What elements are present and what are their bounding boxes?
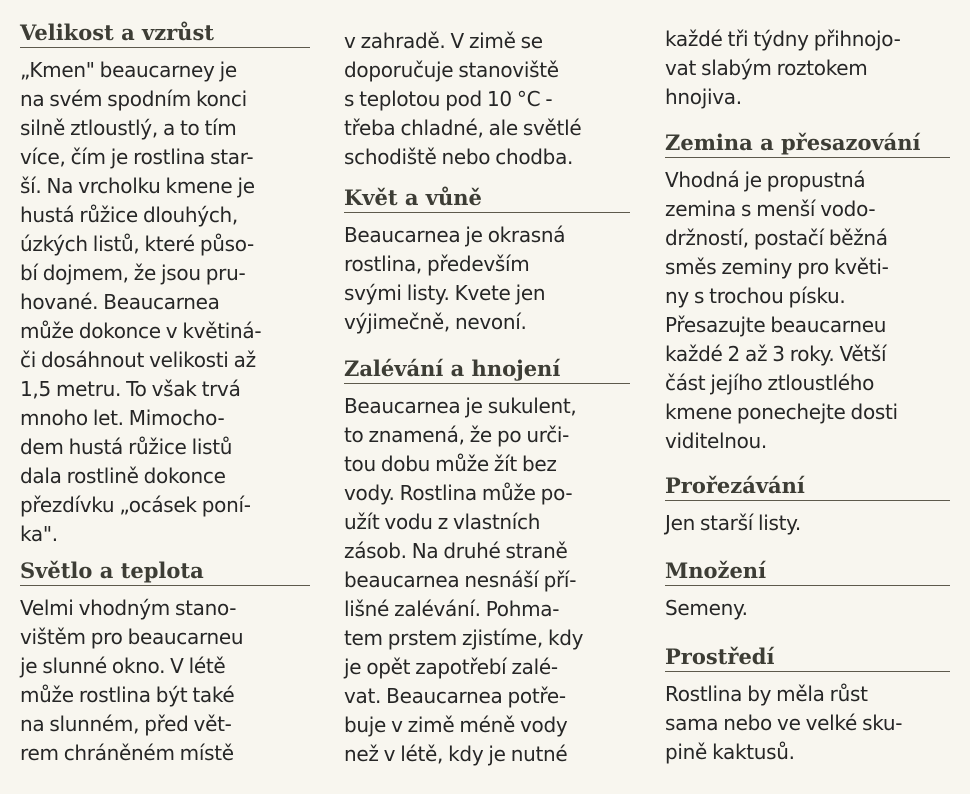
section-heading: Zalévání a hnojení xyxy=(344,356,630,384)
section-continuation xyxy=(665,25,950,112)
section-text: v zahradě. V zimě se doporučuje stanoviště s teplotou pod 10 °C - třeba chladné, ale světlé schodiště nebo chodba. xyxy=(344,29,582,169)
section-text: Vhodná je propustná zemina s menší vodo- držností, postačí běžná směs zeminy pro květi- ny s trochou písku. Přesazujte beaucarneu každé 2 až 3 roky. Větší část jejího ztloustlého kmene ponechejte dosti viditelnou. xyxy=(665,168,898,453)
section-text: Rostlina by měla růst sama nebo ve velké sku- pině kaktusů. xyxy=(665,682,903,764)
section-pruning xyxy=(665,473,950,538)
section-text: Beaucarnea je sukulent, to znamená, že po urči- tou dobu může žít bez vody. Rostlina může po- užít vodu z vlastních zásob. Na druhé straně beaucarnea nesnáší pří- lišné zalévání. Pohma- tem prstem zjistíme, kdy je opět zapotřebí zalé- vat. Beaucarnea potře- buje v zimě méně vody než v létě, kdy je nutné xyxy=(344,394,584,766)
section-text: Beaucarnea je okrasná rostlina, především svými listy. Kvete jen výjimečně, nevoní. xyxy=(344,223,566,334)
section-soil-repotting xyxy=(665,130,950,456)
section-heading: Květ a vůně xyxy=(344,185,630,213)
section-continuation xyxy=(344,27,630,172)
section-heading: Prořezávání xyxy=(665,473,950,501)
section-size-growth xyxy=(20,20,310,549)
section-heading: Zemina a přesazování xyxy=(665,130,950,158)
section-text: Velmi vhodným stano- vištěm pro beaucarneu je slunné okno. V létě může rostlina být také na slunném, před vět- rem chráněném místě xyxy=(20,596,244,765)
section-text: Jen starší listy. xyxy=(665,511,801,535)
section-heading: Světlo a teplota xyxy=(20,558,310,586)
section-flower-scent xyxy=(344,185,630,337)
section-heading: Prostředí xyxy=(665,644,950,672)
section-watering-fertilizing xyxy=(344,356,630,769)
section-text: každé tři týdny přihnojo- vat slabým roztokem hnojiva. xyxy=(665,27,901,109)
section-propagation xyxy=(665,558,950,623)
section-text: „Kmen" beaucarney je na svém spodním konci silně ztloustlý, a to tím více, čím je rostlina star- ší. Na vrcholku kmene je hustá růžice dlouhých, úzkých listů, které půso- bí dojmem, že jsou pru- hované. Beaucarnea může dokonce v květiná- či dosáhnout velikosti až 1,5 metru. To však trvá mnoho let. Mimocho- dem hustá růžice listů dala rostlině dokonce přezdívku „ocásek poní- ka". xyxy=(20,58,262,546)
section-heading: Množení xyxy=(665,558,950,586)
section-environment xyxy=(665,644,950,767)
section-text: Semeny. xyxy=(665,596,748,620)
section-light-temperature xyxy=(20,558,310,768)
section-heading: Velikost a vzrůst xyxy=(20,20,310,48)
